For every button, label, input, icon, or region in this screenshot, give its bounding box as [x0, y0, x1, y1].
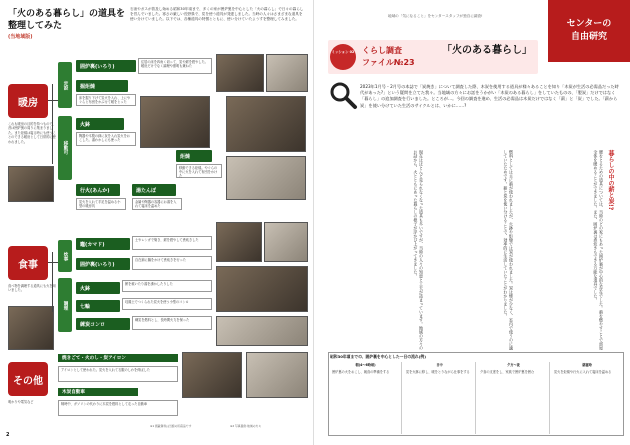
mission-label: ミッション 02 — [330, 44, 356, 70]
item-desc: 炭火を入れて手足を温める小型の暖房具 — [76, 198, 126, 210]
table-header: 朝(4〜6時頃) — [355, 363, 376, 367]
item-irori-heat: 囲炉裏(いろり) — [76, 60, 136, 72]
item-desc: 土やレンガで築き、薪を燃やして煮炊きした — [132, 236, 212, 250]
magnifier-icon — [328, 80, 358, 110]
table-header: 日中 — [436, 363, 443, 367]
photo-kamado2 — [216, 222, 262, 262]
item-horigotatsu: 掘炬燵 — [76, 80, 128, 92]
title-line-1: 「火のある暮らし」の道具を — [8, 9, 126, 19]
item-hibachi-cook: 火鉢 — [76, 282, 120, 294]
item-desc: 練炭を燃料とし、長時間火力を保った — [132, 316, 212, 330]
page-number-left: 2 — [6, 432, 10, 438]
other-title-car: 木炭自動車 — [58, 388, 138, 396]
mission-title-1: くらし調査 — [362, 46, 402, 55]
photo-irori — [8, 166, 54, 202]
mission-title-3: 「火のある暮らし」 — [442, 45, 532, 56]
sidenote-sonota: 明かりや電気など — [8, 400, 34, 404]
red-heading: 暮らしの中の薪と炭!? — [607, 150, 614, 211]
item-kotatsu: 炬燵 — [176, 150, 212, 162]
subcategory-suiji: 炊事 — [58, 240, 72, 272]
vertical-columns — [330, 150, 604, 350]
other-title-iron: 焼きごて・火のし・炭アイロン — [58, 354, 178, 362]
item-hibachi-heat: 火鉢 — [76, 118, 124, 130]
photo-shichirin — [216, 266, 308, 312]
column-1: 暖をとるための道具については、当時のどの家にもあった囲炉裏が中心的な存在でした。薪を燃やすことで部屋全体を暖めることができました。また、囲炉裏は煮炊きもできる万能な道具でした。 — [593, 150, 604, 350]
table-header: 就寝時 — [582, 363, 592, 367]
subcategory-chouri: 調理 — [58, 278, 72, 332]
item-desc: 自在鉤に鍋をかけて煮炊きを行った — [132, 256, 212, 270]
table-cell: 囲炉裏の火をおこし、朝食の準備をする — [332, 369, 390, 374]
connector — [48, 100, 58, 101]
table-column — [404, 362, 476, 434]
photo-item — [216, 54, 264, 92]
item-rentan-konro: 練炭コンロ — [76, 318, 130, 330]
photo-konro — [216, 316, 308, 346]
other-desc-car: 戦時中、ガソリンの代わりに木炭を燃料として走った自動車 — [58, 400, 178, 416]
table-cell: 夕食の支度をし、家族で囲炉裏を囲む — [480, 369, 535, 374]
photo-item — [266, 54, 308, 92]
footnote-2: ※2 写真提供:地域の方々 — [230, 424, 262, 428]
table-column — [552, 362, 622, 434]
table-column — [478, 362, 550, 434]
badge-line-2: 自由研究 — [570, 32, 607, 42]
right-page — [316, 0, 630, 445]
photo-iron — [182, 352, 242, 398]
mission-title-2: ファイル№23 — [362, 58, 415, 67]
footnote-1: ※1 掲載資料は当館の所蔵品です — [150, 424, 192, 428]
title-line-2: 整理してみた — [8, 21, 63, 31]
column-2: 燃料としては主に薪が使われましたが、火鉢や炬燵では炭が使われました。炭は煙が少なく、室内で使うのに適していたためです。薪と炭を使い分けることで、効率的に生活していたことがわかりました。 — [503, 150, 514, 350]
item-anka: 行火(あんか) — [76, 184, 120, 196]
table-column — [330, 362, 402, 434]
item-desc: 餅を焼いたり湯を沸かしたりした — [122, 280, 212, 292]
photo-kamado — [8, 306, 54, 350]
left-page-title — [8, 8, 128, 40]
connector — [48, 262, 58, 263]
category-danbo: 暖房 — [8, 84, 48, 118]
table-cell: 炭を火鉢に移し、暖をとりながら仕事をする — [406, 369, 470, 374]
photo-kotatsu2 — [226, 156, 306, 200]
research-badge — [548, 0, 630, 62]
item-yutanpo: 湯たんぽ — [132, 184, 176, 196]
item-desc: 住居の床を四角く切って、炭や薪を燃やした。暖房だけでなく調理や照明も兼ねた — [138, 58, 212, 74]
badge-line-1: センターの — [566, 19, 612, 29]
photo-hibachi — [140, 96, 210, 148]
table-header: 夕方〜夜 — [507, 363, 520, 367]
table-cell: 炭火を炬燵や行火に入れて寝床を温める — [554, 369, 612, 374]
item-shichirin: 七輪 — [76, 300, 120, 312]
photo-car — [246, 352, 308, 398]
right-intro: 2023年1月号・2月号の本誌で「炭焼き」について調査した際、木炭を使用する道具が様々あることを知り「木炭が生活の必需品だった時代があった?」という疑問を立てた我々。当地域の方々にお話をうかがい「木炭のある暮らし」をしていたものの、「製炭」だけではなく「暮らし」の追加調査を行いました。ところが…。今回の調査を進め、生活の必需品は木炭だけではなく「薪」と「炭」でした。「薪から炭」を使い分けていた生活のサイクルとは、いかに……? — [360, 84, 619, 108]
subcategory-teisetsu: 定設 — [58, 62, 72, 108]
right-header-note: 地域の「気になること」をセンタースタッフが独自に調査! — [316, 0, 556, 24]
item-desc: 陶器や木製の鉢に灰を入れ炭火をおこした。湯わかしにも使った — [76, 132, 136, 146]
subcategory-idou: 移動可 — [58, 116, 72, 180]
other-desc-iron: アイロンとして使われた。炭火を入れて衣服のしわを伸ばした — [58, 366, 178, 382]
connector — [52, 252, 53, 312]
item-desc: 珪藻土でつくられた炭火を使う小型のコンロ — [122, 298, 212, 310]
sidenote-shokuji: 食べ物を調理する道具にも火を用いました。 — [8, 284, 56, 293]
item-desc: 金属や陶器の容器にお湯を入れて寝床を温めた — [132, 198, 182, 210]
title-sub: (当地域版) — [8, 34, 33, 40]
column-3: 現在はほとんど見られなくなった道具も多いですが、当時の人々の知恵と工夫が詰まっています。地域の方々のお話から、火とともにあった暮らしの様子が浮かび上がってきました。 — [413, 150, 424, 350]
sidenote-danbo: これも暖房の目的を持つもので、昔は囲炉裏の周りに集まりました。また炬燵は寝る時にも使うことのできる暖房として日常的に使われました。 — [8, 122, 56, 144]
item-kamado: 竈(カマド) — [76, 238, 130, 250]
photo-kotatsu — [226, 96, 306, 152]
photo-pot — [264, 222, 308, 262]
table-title: 昭和30年頃までの、囲炉裏を中心とした一日の流れ(例) — [330, 354, 426, 359]
category-sonota: その他 — [8, 362, 48, 396]
left-page — [0, 0, 314, 445]
left-intro: 石油やガスが普及し始める昭和30年頃まで、多くの家が囲炉裏を中心とした「火の暮らし」で日々の暮らしを営んでいました。寒さの厳しい長野県で、炭を使う道具が発達しました。当時の人々はさまざまな道具を使い分けていました。以下では、各種道具の特徴とともに、使い分けていたようすを整理してみました。 — [130, 7, 304, 21]
item-desc: 床を掘り下げて炭火を入れ、上にやぐらと布団をかぶせて暖をとった — [76, 94, 136, 106]
item-desc: 移動できる炬燵。やぐらの中に火を入れて布団をかけた — [176, 164, 222, 178]
connector — [52, 84, 53, 164]
item-irori-cook: 囲炉裏(いろり) — [76, 258, 130, 270]
category-shokuji: 食事 — [8, 246, 48, 280]
